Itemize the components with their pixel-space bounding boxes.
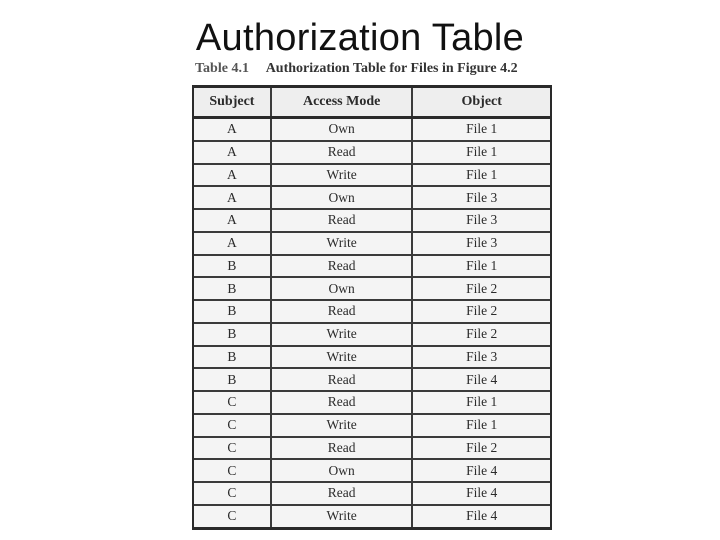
- header-object: Object: [412, 88, 550, 118]
- cell-subject: B: [194, 255, 271, 278]
- cell-access-mode: Write: [271, 232, 413, 255]
- cell-object: File 3: [412, 209, 550, 232]
- cell-subject: A: [194, 164, 271, 187]
- cell-object: File 4: [412, 368, 550, 391]
- cell-access-mode: Write: [271, 164, 413, 187]
- table-row: [194, 391, 550, 414]
- cell-object: File 2: [412, 437, 550, 460]
- cell-object: File 2: [412, 300, 550, 323]
- table-row: [194, 482, 550, 505]
- cell-subject: C: [194, 459, 271, 482]
- cell-subject: B: [194, 346, 271, 369]
- table-caption-text: Authorization Table for Files in Figure 4.2: [265, 61, 518, 76]
- table-row: [194, 368, 550, 391]
- cell-object: File 2: [412, 323, 550, 346]
- table-row: [194, 459, 550, 482]
- cell-subject: C: [194, 505, 271, 527]
- cell-object: File 1: [412, 255, 550, 278]
- cell-access-mode: Write: [271, 323, 413, 346]
- table-row: [194, 414, 550, 437]
- cell-access-mode: Read: [271, 368, 413, 391]
- cell-object: File 1: [412, 414, 550, 437]
- cell-object: File 3: [412, 186, 550, 209]
- table-header-row: [194, 88, 550, 118]
- table-row: [194, 164, 550, 187]
- authorization-table-container: [192, 85, 552, 530]
- slide-title: Authorization Table: [195, 17, 525, 59]
- table-body: [194, 118, 550, 527]
- cell-access-mode: Read: [271, 437, 413, 460]
- cell-access-mode: Write: [271, 346, 413, 369]
- cell-subject: A: [194, 209, 271, 232]
- cell-subject: B: [194, 277, 271, 300]
- table-row: [194, 346, 550, 369]
- table-row: [194, 323, 550, 346]
- table-row: [194, 277, 550, 300]
- cell-subject: B: [194, 323, 271, 346]
- cell-access-mode: Read: [271, 141, 413, 164]
- cell-object: File 4: [412, 482, 550, 505]
- table-row: [194, 255, 550, 278]
- cell-subject: B: [194, 300, 271, 323]
- table-row: [194, 505, 550, 527]
- cell-subject: C: [194, 482, 271, 505]
- cell-access-mode: Read: [271, 209, 413, 232]
- table-row: [194, 437, 550, 460]
- table-row: [194, 141, 550, 164]
- cell-subject: C: [194, 414, 271, 437]
- table-row: [194, 300, 550, 323]
- table-caption: [195, 61, 555, 77]
- cell-object: File 1: [412, 391, 550, 414]
- cell-subject: A: [194, 186, 271, 209]
- cell-subject: C: [194, 391, 271, 414]
- header-subject: Subject: [194, 88, 271, 118]
- table-number: Table 4.1: [195, 61, 249, 76]
- cell-object: File 1: [412, 118, 550, 141]
- authorization-table: [194, 88, 550, 527]
- cell-access-mode: Write: [271, 505, 413, 527]
- cell-subject: B: [194, 368, 271, 391]
- table-row: [194, 232, 550, 255]
- cell-object: File 3: [412, 232, 550, 255]
- cell-access-mode: Read: [271, 391, 413, 414]
- header-access-mode: Access Mode: [271, 88, 413, 118]
- table-row: [194, 209, 550, 232]
- cell-access-mode: Write: [271, 414, 413, 437]
- cell-subject: A: [194, 232, 271, 255]
- cell-access-mode: Read: [271, 255, 413, 278]
- table-row: [194, 118, 550, 141]
- cell-access-mode: Own: [271, 277, 413, 300]
- table-row: [194, 186, 550, 209]
- cell-access-mode: Own: [271, 459, 413, 482]
- cell-object: File 2: [412, 277, 550, 300]
- cell-subject: A: [194, 118, 271, 141]
- cell-object: File 4: [412, 459, 550, 482]
- cell-object: File 3: [412, 346, 550, 369]
- cell-object: File 1: [412, 164, 550, 187]
- cell-access-mode: Read: [271, 300, 413, 323]
- cell-subject: A: [194, 141, 271, 164]
- cell-subject: C: [194, 437, 271, 460]
- cell-access-mode: Own: [271, 118, 413, 141]
- cell-object: File 4: [412, 505, 550, 527]
- cell-access-mode: Own: [271, 186, 413, 209]
- cell-access-mode: Read: [271, 482, 413, 505]
- cell-object: File 1: [412, 141, 550, 164]
